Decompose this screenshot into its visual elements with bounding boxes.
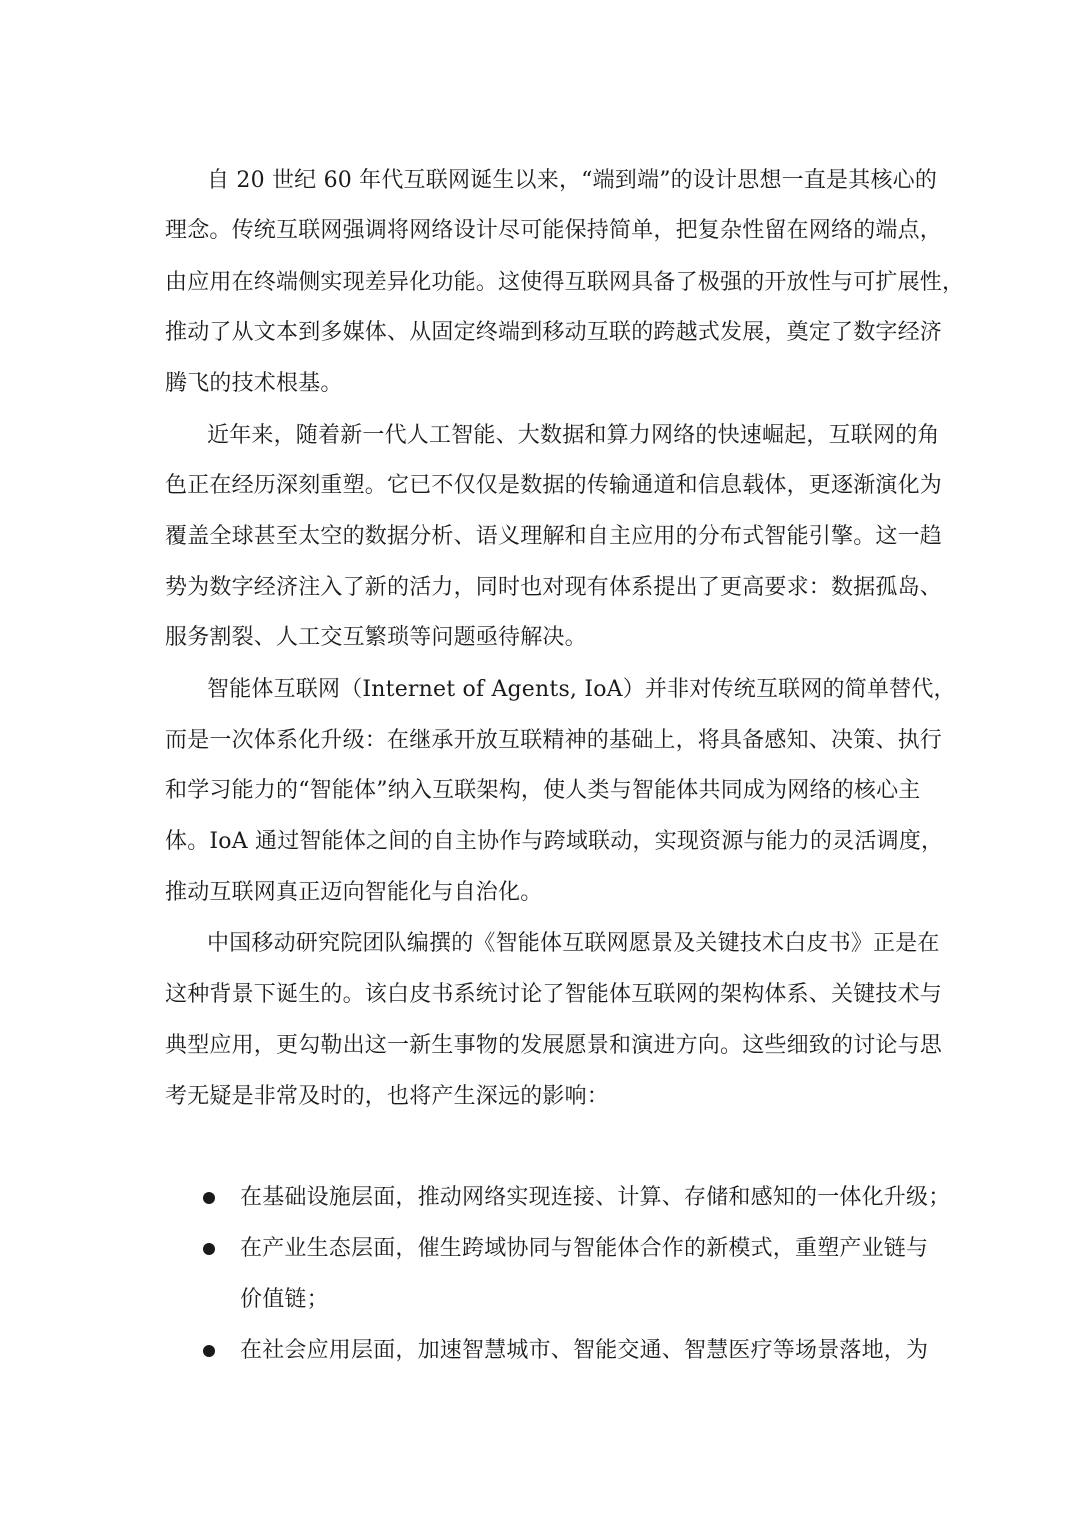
- paragraph-line: 腾飞的技术根基。: [165, 371, 343, 396]
- bullet-dot: [203, 1345, 215, 1357]
- bullet-dot: [203, 1192, 215, 1204]
- paragraph-line: 服务割裂、人工交互繁琐等问题亟待解决。: [165, 625, 587, 650]
- paragraph-line: 由应用在终端侧实现差异化功能。这使得互联网具备了极强的开放性与可扩展性，: [165, 270, 965, 295]
- paragraph-line: 典型应用，更勾勒出这一新生事物的发展愿景和演进方向。这些细致的讨论与思: [165, 1033, 943, 1058]
- paragraph-line: 考无疑是非常及时的，也将产生深远的影响：: [165, 1084, 610, 1109]
- bullet-line: 在基础设施层面，推动网络实现连接、计算、存储和感知的一体化升级；: [240, 1185, 951, 1210]
- bullet-line: 在产业生态层面，催生跨域协同与智能体合作的新模式，重塑产业链与: [240, 1236, 929, 1261]
- paragraph-line: 中国移动研究院团队编撰的《智能体互联网愿景及关键技术白皮书》正是在: [207, 931, 940, 956]
- paragraph-line: 推动互联网真正迈向智能化与自治化。: [165, 880, 543, 905]
- paragraph-line: 智能体互联网（Internet of Agents, IoA）并非对传统互联网的简单替代，: [207, 677, 956, 702]
- bullet-line: 在社会应用层面，加速智慧城市、智能交通、智慧医疗等场景落地，为: [240, 1338, 929, 1363]
- paragraph-line: 色正在经历深刻重塑。它已不仅仅是数据的传输通道和信息载体，更逐渐演化为: [165, 473, 943, 498]
- paragraph-line: 这种背景下诞生的。该白皮书系统讨论了智能体互联网的架构体系、关键技术与: [165, 982, 943, 1007]
- paragraph-line: 和学习能力的“智能体”纳入互联架构，使人类与智能体共同成为网络的核心主: [165, 778, 921, 803]
- paragraph-line: 覆盖全球甚至太空的数据分析、语义理解和自主应用的分布式智能引擎。这一趋: [165, 524, 943, 549]
- paragraph-line: 自 20 世纪 60 年代互联网诞生以来，“端到端”的设计思想一直是其核心的: [207, 168, 938, 193]
- paragraph-line: 近年来，随着新一代人工智能、大数据和算力网络的快速崛起，互联网的角: [207, 423, 940, 448]
- paragraph-line: 体。IoA 通过智能体之间的自主协作与跨域联动，实现资源与能力的灵活调度，: [165, 829, 944, 854]
- bullet-line: 价值链；: [240, 1287, 329, 1312]
- paragraph-line: 势为数字经济注入了新的活力，同时也对现有体系提出了更高要求：数据孤岛、: [165, 575, 943, 600]
- paragraph-line: 而是一次体系化升级：在继承开放互联精神的基础上，将具备感知、决策、执行: [165, 728, 943, 753]
- paragraph-line: 理念。传统互联网强调将网络设计尽可能保持简单，把复杂性留在网络的端点，: [165, 218, 943, 243]
- bullet-dot: [203, 1243, 215, 1255]
- paragraph-line: 推动了从文本到多媒体、从固定终端到移动互联的跨越式发展，奠定了数字经济: [165, 320, 943, 345]
